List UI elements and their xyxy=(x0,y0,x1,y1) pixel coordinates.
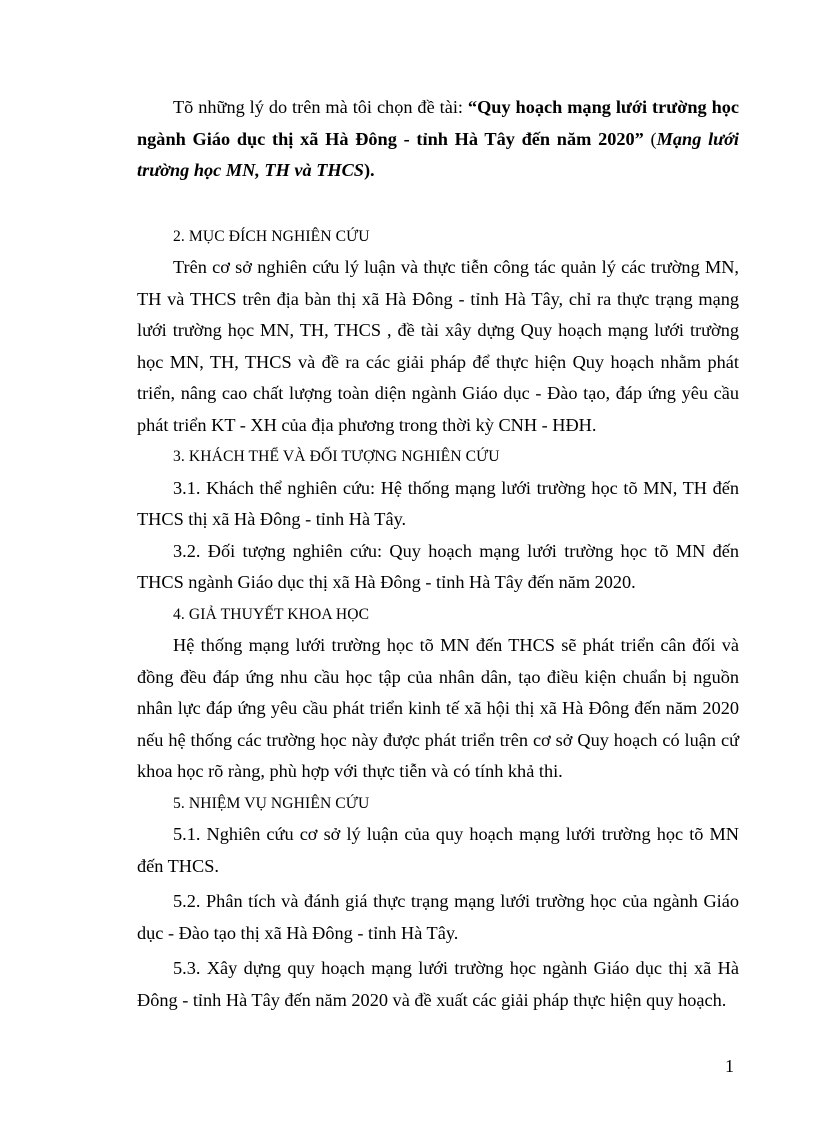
section-5-1: 5.1. Nghiên cứu cơ sở lý luận của quy hoạch mạng lưới trường học tõ MN đến THCS. xyxy=(137,824,739,876)
section-3-1: 3.1. Khách thể nghiên cứu: Hệ thống mạng lưới trường học tõ MN, TH đến THCS thị xã Hà Đông - tỉnh Hà Tây. xyxy=(137,477,739,529)
page-content xyxy=(137,92,739,1016)
intro-bold-title: “Quy hoạch mạng lưới trường học ngành Giáo dục thị xã Hà Đông - tỉnh Hà Tây đến năm 2020” xyxy=(137,97,739,149)
page-number: 1 xyxy=(725,1056,734,1076)
intro-text-c: ). xyxy=(363,160,375,180)
section-4-heading: 4. GIẢ THUYẾT KHOA HỌC xyxy=(173,605,370,623)
intro-text-b: ( xyxy=(643,128,657,149)
section-3-heading: 3. KHÁCH THỂ VÀ ĐỐI TƯỢNG NGHIÊN CỨU xyxy=(173,448,500,465)
intro-italic-scope: Mạng lưới trường học MN, TH và THCS xyxy=(137,128,739,180)
section-2-heading: 2. MỤC ĐÍCH NGHIÊN CỨU xyxy=(173,227,370,245)
section-3-2: 3.2. Đối tượng nghiên cứu: Quy hoạch mạng lưới trường học tõ MN đến THCS ngành Giáo dục thị xã Hà Đông - tỉnh Hà Tây đến năm 2020. xyxy=(137,540,739,592)
section-2-body: Trên cơ sở nghiên cứu lý luận và thực tiễn công tác quản lý các trường MN, TH và THCS trên địa bàn thị xã Hà Đông - tỉnh Hà Tây, chỉ ra thực trạng mạng lưới trường học MN, TH, THCS , đề tài xây dựng Quy hoạch mạng lưới trường học MN, TH, THCS và đề ra các giải pháp để thực hiện Quy hoạch nhằm phát triển, nâng cao chất lượng toàn diện ngành Giáo dục - Đào tạo, đáp ứng yêu cầu phát triển KT - XH của địa phương trong thời kỳ CNH - HĐH. xyxy=(137,257,739,435)
section-5-heading: 5. NHIỆM VỤ NGHIÊN CỨU xyxy=(173,794,370,812)
section-5-2: 5.2. Phân tích và đánh giá thực trạng mạng lưới trường học của ngành Giáo dục - Đào tạo thị xã Hà Đông - tỉnh Hà Tây. xyxy=(137,891,739,943)
section-5-3: 5.3. Xây dựng quy hoạch mạng lưới trường học ngành Giáo dục thị xã Hà Đông - tỉnh Hà Tây đến năm 2020 và đề xuất các giải pháp thực hiện quy hoạch. xyxy=(137,958,739,1010)
section-4-body: Hệ thống mạng lưới trường học tõ MN đến THCS sẽ phát triển cân đối và đồng đều đáp ứng nhu cầu học tập của nhân dân, tạo điều kiện chuẩn bị nguồn nhân lực đáp ứng yêu cầu phát triển kinh tế xã hội thị xã Hà Đông đến năm 2020 nếu hệ thống các trường học này được phát triển trên cơ sở Quy hoạch có luận cứ khoa học rõ ràng, phù hợp với thực tiễn và có tính khả thi. xyxy=(137,635,739,781)
intro-text-a: Tõ những lý do trên mà tôi chọn đề tài: xyxy=(173,97,468,117)
intro-paragraph xyxy=(137,92,739,187)
spacer xyxy=(137,187,739,221)
